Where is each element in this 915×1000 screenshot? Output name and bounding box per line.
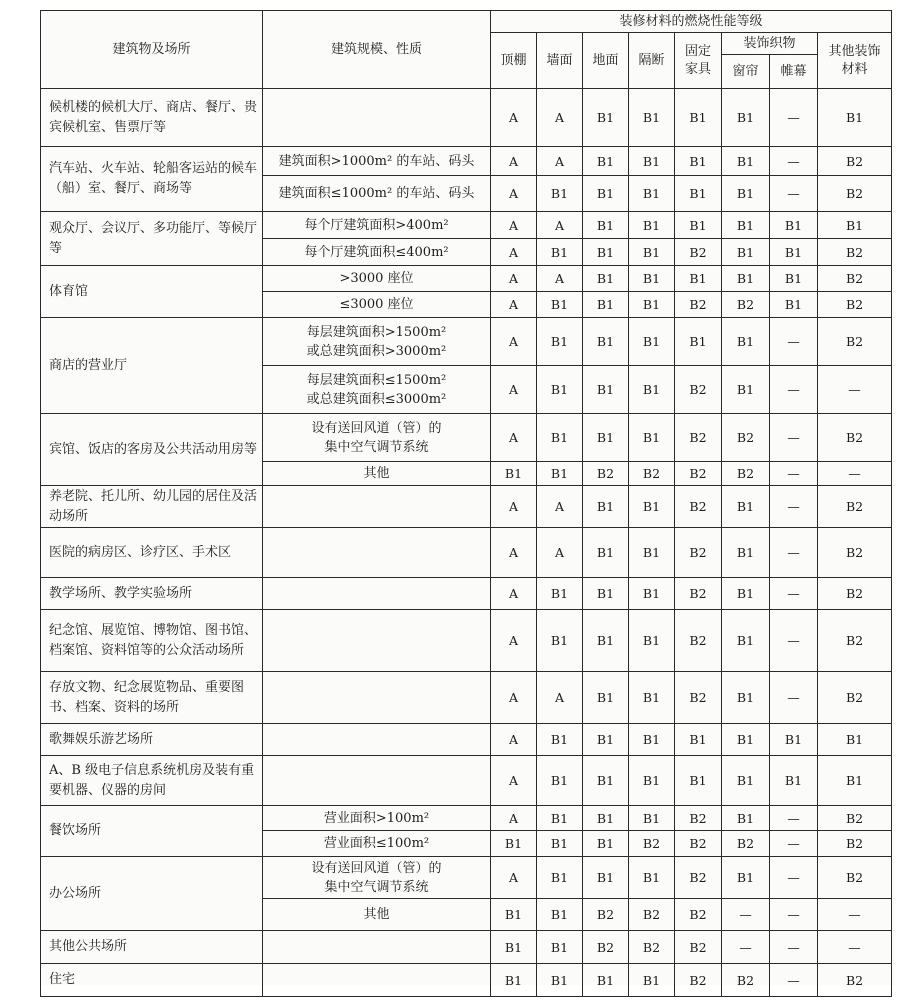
grade-cell-drape: B1 xyxy=(770,724,818,756)
grade-cell-drape: — xyxy=(770,462,818,486)
grade-cell-ceiling: A xyxy=(491,486,537,528)
grade-cell-other: — xyxy=(818,931,892,964)
grade-cell-wall: B1 xyxy=(537,756,583,806)
table-row xyxy=(41,806,892,831)
header-ceiling: 顶棚 xyxy=(491,33,537,89)
table-row xyxy=(41,672,892,724)
grade-cell-ceiling: A xyxy=(491,212,537,239)
grade-cell-partition: B1 xyxy=(629,672,675,724)
grade-cell-ceiling: A xyxy=(491,366,537,414)
table-row xyxy=(41,578,892,610)
grade-cell-wall: A xyxy=(537,486,583,528)
grade-cell-curtain: B1 xyxy=(722,806,770,831)
grade-cell-furniture: B2 xyxy=(675,831,722,857)
scale-cell xyxy=(263,724,491,756)
grade-cell-curtain: B1 xyxy=(722,724,770,756)
scale-cell xyxy=(263,610,491,672)
grade-cell-ceiling: A xyxy=(491,89,537,147)
grade-cell-floor: B1 xyxy=(583,528,629,578)
grade-cell-partition: B2 xyxy=(629,462,675,486)
grade-cell-drape: — xyxy=(770,806,818,831)
grade-cell-wall: A xyxy=(537,672,583,724)
table-row xyxy=(41,318,892,366)
table-row xyxy=(41,486,892,528)
grade-cell-furniture: B1 xyxy=(675,266,722,292)
grade-cell-curtain: — xyxy=(722,899,770,931)
scale-cell xyxy=(263,486,491,528)
grade-cell-floor: B1 xyxy=(583,486,629,528)
grade-cell-furniture: B1 xyxy=(675,212,722,239)
grade-cell-wall: B1 xyxy=(537,610,583,672)
header-curtain: 窗帘 xyxy=(722,55,770,89)
grade-cell-ceiling: A xyxy=(491,414,537,462)
grade-cell-partition: B2 xyxy=(629,899,675,931)
grade-cell-drape: — xyxy=(770,414,818,462)
grade-cell-drape: — xyxy=(770,486,818,528)
grade-cell-furniture: B2 xyxy=(675,964,722,997)
table-row xyxy=(41,147,892,176)
scale-cell xyxy=(263,964,491,997)
grade-cell-floor: B1 xyxy=(583,578,629,610)
scale-cell: 每层建筑面积>1500m² 或总建筑面积>3000m² xyxy=(263,318,491,366)
grade-cell-ceiling: A xyxy=(491,756,537,806)
grade-cell-drape: — xyxy=(770,147,818,176)
grade-cell-partition: B1 xyxy=(629,724,675,756)
grade-cell-wall: A xyxy=(537,147,583,176)
grade-cell-wall: B1 xyxy=(537,931,583,964)
grade-cell-floor: B1 xyxy=(583,318,629,366)
grade-cell-drape: — xyxy=(770,899,818,931)
grade-cell-ceiling: A xyxy=(491,239,537,266)
grade-cell-drape: — xyxy=(770,318,818,366)
scale-cell: 每个厅建筑面积>400m² xyxy=(263,212,491,239)
grade-cell-partition: B1 xyxy=(629,964,675,997)
table-row xyxy=(41,857,892,899)
grade-cell-drape: — xyxy=(770,857,818,899)
building-type-cell: 餐饮场所 xyxy=(41,806,263,857)
grade-cell-other: B2 xyxy=(818,964,892,997)
grade-cell-floor: B1 xyxy=(583,964,629,997)
grade-cell-furniture: B1 xyxy=(675,89,722,147)
grade-cell-furniture: B1 xyxy=(675,147,722,176)
grade-cell-drape: B1 xyxy=(770,212,818,239)
grade-cell-drape: — xyxy=(770,578,818,610)
grade-cell-furniture: B2 xyxy=(675,414,722,462)
grade-cell-floor: B2 xyxy=(583,899,629,931)
scale-cell xyxy=(263,756,491,806)
scale-cell: 营业面积>100m² xyxy=(263,806,491,831)
grade-cell-drape: B1 xyxy=(770,292,818,318)
grade-cell-wall: B1 xyxy=(537,578,583,610)
building-type-cell: 歌舞娱乐游艺场所 xyxy=(41,724,263,756)
grade-cell-curtain: B1 xyxy=(722,857,770,899)
table-row xyxy=(41,610,892,672)
grade-cell-furniture: B2 xyxy=(675,462,722,486)
header-grade-group: 装修材料的燃烧性能等级 xyxy=(491,11,892,33)
grade-cell-drape: B1 xyxy=(770,239,818,266)
grade-cell-partition: B1 xyxy=(629,610,675,672)
grade-cell-other: B2 xyxy=(818,292,892,318)
grade-cell-floor: B1 xyxy=(583,212,629,239)
table-row xyxy=(41,756,892,806)
building-type-cell: 教学场所、教学实验场所 xyxy=(41,578,263,610)
grade-cell-partition: B2 xyxy=(629,831,675,857)
grade-cell-partition: B1 xyxy=(629,806,675,831)
grade-cell-curtain: B2 xyxy=(722,964,770,997)
scale-cell: 其他 xyxy=(263,462,491,486)
grade-cell-wall: B1 xyxy=(537,964,583,997)
grade-cell-partition: B1 xyxy=(629,528,675,578)
scale-cell xyxy=(263,578,491,610)
grade-cell-ceiling: A xyxy=(491,176,537,212)
scale-cell xyxy=(263,672,491,724)
grade-cell-partition: B1 xyxy=(629,578,675,610)
grade-cell-furniture: B2 xyxy=(675,239,722,266)
grade-cell-drape: B1 xyxy=(770,756,818,806)
grade-cell-partition: B1 xyxy=(629,292,675,318)
grade-cell-other: B1 xyxy=(818,212,892,239)
header-furniture: 固定家具 xyxy=(675,33,722,89)
grade-cell-partition: B1 xyxy=(629,486,675,528)
grade-cell-partition: B1 xyxy=(629,366,675,414)
grade-cell-partition: B1 xyxy=(629,212,675,239)
grade-cell-curtain: B2 xyxy=(722,831,770,857)
grade-cell-curtain: B1 xyxy=(722,486,770,528)
grade-cell-ceiling: A xyxy=(491,292,537,318)
grade-cell-curtain: B2 xyxy=(722,414,770,462)
header-scale: 建筑规模、性质 xyxy=(263,11,491,89)
grade-cell-ceiling: B1 xyxy=(491,831,537,857)
scale-cell: 设有送回风道（管）的 集中空气调节系统 xyxy=(263,414,491,462)
header-other: 其他装饰材料 xyxy=(818,33,892,89)
grade-cell-floor: B1 xyxy=(583,176,629,212)
scale-cell: 建筑面积>1000m² 的车站、码头 xyxy=(263,147,491,176)
grade-cell-ceiling: A xyxy=(491,578,537,610)
fire-rating-table xyxy=(40,10,892,997)
grade-cell-furniture: B2 xyxy=(675,366,722,414)
grade-cell-other: B2 xyxy=(818,414,892,462)
grade-cell-wall: B1 xyxy=(537,239,583,266)
grade-cell-other: B2 xyxy=(818,610,892,672)
grade-cell-other: B2 xyxy=(818,239,892,266)
grade-cell-wall: A xyxy=(537,266,583,292)
grade-cell-other: B2 xyxy=(818,857,892,899)
grade-cell-curtain: B1 xyxy=(722,318,770,366)
grade-cell-partition: B1 xyxy=(629,318,675,366)
grade-cell-partition: B1 xyxy=(629,89,675,147)
grade-cell-curtain: B2 xyxy=(722,292,770,318)
grade-cell-floor: B2 xyxy=(583,931,629,964)
building-type-cell: A、B 级电子信息系统机房及装有重要机器、仪器的房间 xyxy=(41,756,263,806)
table-row xyxy=(41,931,892,964)
grade-cell-wall: B1 xyxy=(537,366,583,414)
building-type-cell: 住宅 xyxy=(41,964,263,997)
document-sheet xyxy=(40,10,895,988)
grade-cell-ceiling: B1 xyxy=(491,462,537,486)
scale-cell: ≤3000 座位 xyxy=(263,292,491,318)
grade-cell-other: B1 xyxy=(818,89,892,147)
building-type-cell: 纪念馆、展览馆、博物馆、图书馆、档案馆、资料馆等的公众活动场所 xyxy=(41,610,263,672)
building-type-cell: 办公场所 xyxy=(41,857,263,931)
grade-cell-partition: B1 xyxy=(629,176,675,212)
building-type-cell: 养老院、托儿所、幼儿园的居住及活动场所 xyxy=(41,486,263,528)
grade-cell-floor: B1 xyxy=(583,610,629,672)
table-row xyxy=(41,89,892,147)
grade-cell-curtain: B1 xyxy=(722,366,770,414)
grade-cell-curtain: B2 xyxy=(722,462,770,486)
grade-cell-ceiling: A xyxy=(491,672,537,724)
grade-cell-furniture: B1 xyxy=(675,724,722,756)
grade-cell-curtain: B1 xyxy=(722,266,770,292)
grade-cell-other: — xyxy=(818,366,892,414)
grade-cell-furniture: B1 xyxy=(675,176,722,212)
table-row xyxy=(41,724,892,756)
grade-cell-floor: B1 xyxy=(583,147,629,176)
grade-cell-other: B1 xyxy=(818,756,892,806)
grade-cell-partition: B1 xyxy=(629,857,675,899)
grade-cell-floor: B1 xyxy=(583,366,629,414)
scale-cell: 建筑面积≤1000m² 的车站、码头 xyxy=(263,176,491,212)
grade-cell-other: B2 xyxy=(818,672,892,724)
grade-cell-other: B2 xyxy=(818,176,892,212)
scale-cell: 每个厅建筑面积≤400m² xyxy=(263,239,491,266)
grade-cell-furniture: B2 xyxy=(675,578,722,610)
grade-cell-curtain: — xyxy=(722,931,770,964)
scale-cell: >3000 座位 xyxy=(263,266,491,292)
grade-cell-ceiling: A xyxy=(491,724,537,756)
building-type-cell: 候机楼的候机大厅、商店、餐厅、贵宾候机室、售票厅等 xyxy=(41,89,263,147)
grade-cell-floor: B1 xyxy=(583,292,629,318)
table-row xyxy=(41,414,892,462)
grade-cell-ceiling: A xyxy=(491,266,537,292)
grade-cell-floor: B1 xyxy=(583,857,629,899)
scale-cell: 其他 xyxy=(263,899,491,931)
table-body xyxy=(41,89,892,997)
grade-cell-curtain: B1 xyxy=(722,212,770,239)
grade-cell-drape: — xyxy=(770,528,818,578)
grade-cell-furniture: B2 xyxy=(675,672,722,724)
grade-cell-partition: B1 xyxy=(629,266,675,292)
grade-cell-furniture: B2 xyxy=(675,292,722,318)
grade-cell-curtain: B1 xyxy=(722,578,770,610)
grade-cell-furniture: B2 xyxy=(675,610,722,672)
scale-cell xyxy=(263,89,491,147)
grade-cell-drape: B1 xyxy=(770,266,818,292)
building-type-cell: 商店的营业厅 xyxy=(41,318,263,414)
table-row xyxy=(41,964,892,997)
scale-cell xyxy=(263,931,491,964)
grade-cell-furniture: B1 xyxy=(675,756,722,806)
grade-cell-wall: A xyxy=(537,528,583,578)
grade-cell-other: B2 xyxy=(818,147,892,176)
grade-cell-wall: B1 xyxy=(537,414,583,462)
building-type-cell: 医院的病房区、诊疗区、手术区 xyxy=(41,528,263,578)
grade-cell-other: B2 xyxy=(818,266,892,292)
table-header xyxy=(41,11,892,89)
header-fabric-group: 装饰织物 xyxy=(722,33,818,55)
grade-cell-other: — xyxy=(818,462,892,486)
grade-cell-ceiling: A xyxy=(491,318,537,366)
header-floor: 地面 xyxy=(583,33,629,89)
grade-cell-other: B2 xyxy=(818,528,892,578)
grade-cell-other: B2 xyxy=(818,486,892,528)
grade-cell-partition: B1 xyxy=(629,414,675,462)
building-type-cell: 汽车站、火车站、轮船客运站的候车（船）室、餐厅、商场等 xyxy=(41,147,263,212)
grade-cell-floor: B1 xyxy=(583,414,629,462)
grade-cell-drape: — xyxy=(770,831,818,857)
grade-cell-curtain: B1 xyxy=(722,672,770,724)
grade-cell-other: — xyxy=(818,899,892,931)
grade-cell-drape: — xyxy=(770,672,818,724)
grade-cell-ceiling: A xyxy=(491,806,537,831)
table-row xyxy=(41,212,892,239)
grade-cell-curtain: B1 xyxy=(722,147,770,176)
grade-cell-wall: B1 xyxy=(537,292,583,318)
grade-cell-wall: B1 xyxy=(537,899,583,931)
header-wall: 墙面 xyxy=(537,33,583,89)
building-type-cell: 存放文物、纪念展览物品、重要图书、档案、资料的场所 xyxy=(41,672,263,724)
grade-cell-curtain: B1 xyxy=(722,176,770,212)
grade-cell-furniture: B2 xyxy=(675,899,722,931)
grade-cell-drape: — xyxy=(770,176,818,212)
grade-cell-floor: B1 xyxy=(583,672,629,724)
grade-cell-drape: — xyxy=(770,931,818,964)
grade-cell-curtain: B1 xyxy=(722,528,770,578)
grade-cell-furniture: B2 xyxy=(675,931,722,964)
grade-cell-furniture: B2 xyxy=(675,528,722,578)
scale-cell: 每层建筑面积≤1500m² 或总建筑面积≤3000m² xyxy=(263,366,491,414)
grade-cell-wall: B1 xyxy=(537,806,583,831)
grade-cell-floor: B1 xyxy=(583,89,629,147)
grade-cell-other: B2 xyxy=(818,318,892,366)
grade-cell-wall: A xyxy=(537,212,583,239)
grade-cell-ceiling: A xyxy=(491,857,537,899)
grade-cell-curtain: B1 xyxy=(722,610,770,672)
grade-cell-ceiling: B1 xyxy=(491,899,537,931)
building-type-cell: 其他公共场所 xyxy=(41,931,263,964)
building-type-cell: 体育馆 xyxy=(41,266,263,318)
table-row xyxy=(41,528,892,578)
header-drape: 帷幕 xyxy=(770,55,818,89)
grade-cell-wall: B1 xyxy=(537,724,583,756)
grade-cell-floor: B1 xyxy=(583,239,629,266)
grade-cell-ceiling: A xyxy=(491,610,537,672)
scale-cell xyxy=(263,528,491,578)
grade-cell-floor: B1 xyxy=(583,831,629,857)
grade-cell-partition: B2 xyxy=(629,931,675,964)
grade-cell-wall: B1 xyxy=(537,176,583,212)
header-building: 建筑物及场所 xyxy=(41,11,263,89)
building-type-cell: 观众厅、会议厅、多功能厅、等候厅等 xyxy=(41,212,263,266)
grade-cell-curtain: B1 xyxy=(722,756,770,806)
grade-cell-floor: B1 xyxy=(583,756,629,806)
grade-cell-other: B2 xyxy=(818,578,892,610)
header-partition: 隔断 xyxy=(629,33,675,89)
grade-cell-furniture: B2 xyxy=(675,486,722,528)
building-type-cell: 宾馆、饭店的客房及公共活动用房等 xyxy=(41,414,263,486)
grade-cell-wall: B1 xyxy=(537,857,583,899)
grade-cell-other: B1 xyxy=(818,724,892,756)
grade-cell-wall: B1 xyxy=(537,462,583,486)
grade-cell-other: B2 xyxy=(818,831,892,857)
grade-cell-partition: B1 xyxy=(629,239,675,266)
grade-cell-ceiling: B1 xyxy=(491,931,537,964)
grade-cell-partition: B1 xyxy=(629,147,675,176)
grade-cell-drape: — xyxy=(770,89,818,147)
table-row xyxy=(41,266,892,292)
grade-cell-wall: A xyxy=(537,89,583,147)
scale-cell: 营业面积≤100m² xyxy=(263,831,491,857)
scale-cell: 设有送回风道（管）的 集中空气调节系统 xyxy=(263,857,491,899)
grade-cell-partition: B1 xyxy=(629,756,675,806)
grade-cell-wall: B1 xyxy=(537,318,583,366)
grade-cell-other: B2 xyxy=(818,806,892,831)
grade-cell-floor: B1 xyxy=(583,724,629,756)
grade-cell-drape: — xyxy=(770,366,818,414)
grade-cell-wall: B1 xyxy=(537,831,583,857)
grade-cell-drape: — xyxy=(770,610,818,672)
grade-cell-ceiling: B1 xyxy=(491,964,537,997)
grade-cell-floor: B1 xyxy=(583,266,629,292)
grade-cell-furniture: B2 xyxy=(675,857,722,899)
grade-cell-floor: B1 xyxy=(583,806,629,831)
grade-cell-furniture: B2 xyxy=(675,806,722,831)
grade-cell-furniture: B1 xyxy=(675,318,722,366)
grade-cell-curtain: B1 xyxy=(722,89,770,147)
grade-cell-curtain: B1 xyxy=(722,239,770,266)
grade-cell-drape: — xyxy=(770,964,818,997)
grade-cell-ceiling: A xyxy=(491,147,537,176)
grade-cell-ceiling: A xyxy=(491,528,537,578)
grade-cell-floor: B2 xyxy=(583,462,629,486)
